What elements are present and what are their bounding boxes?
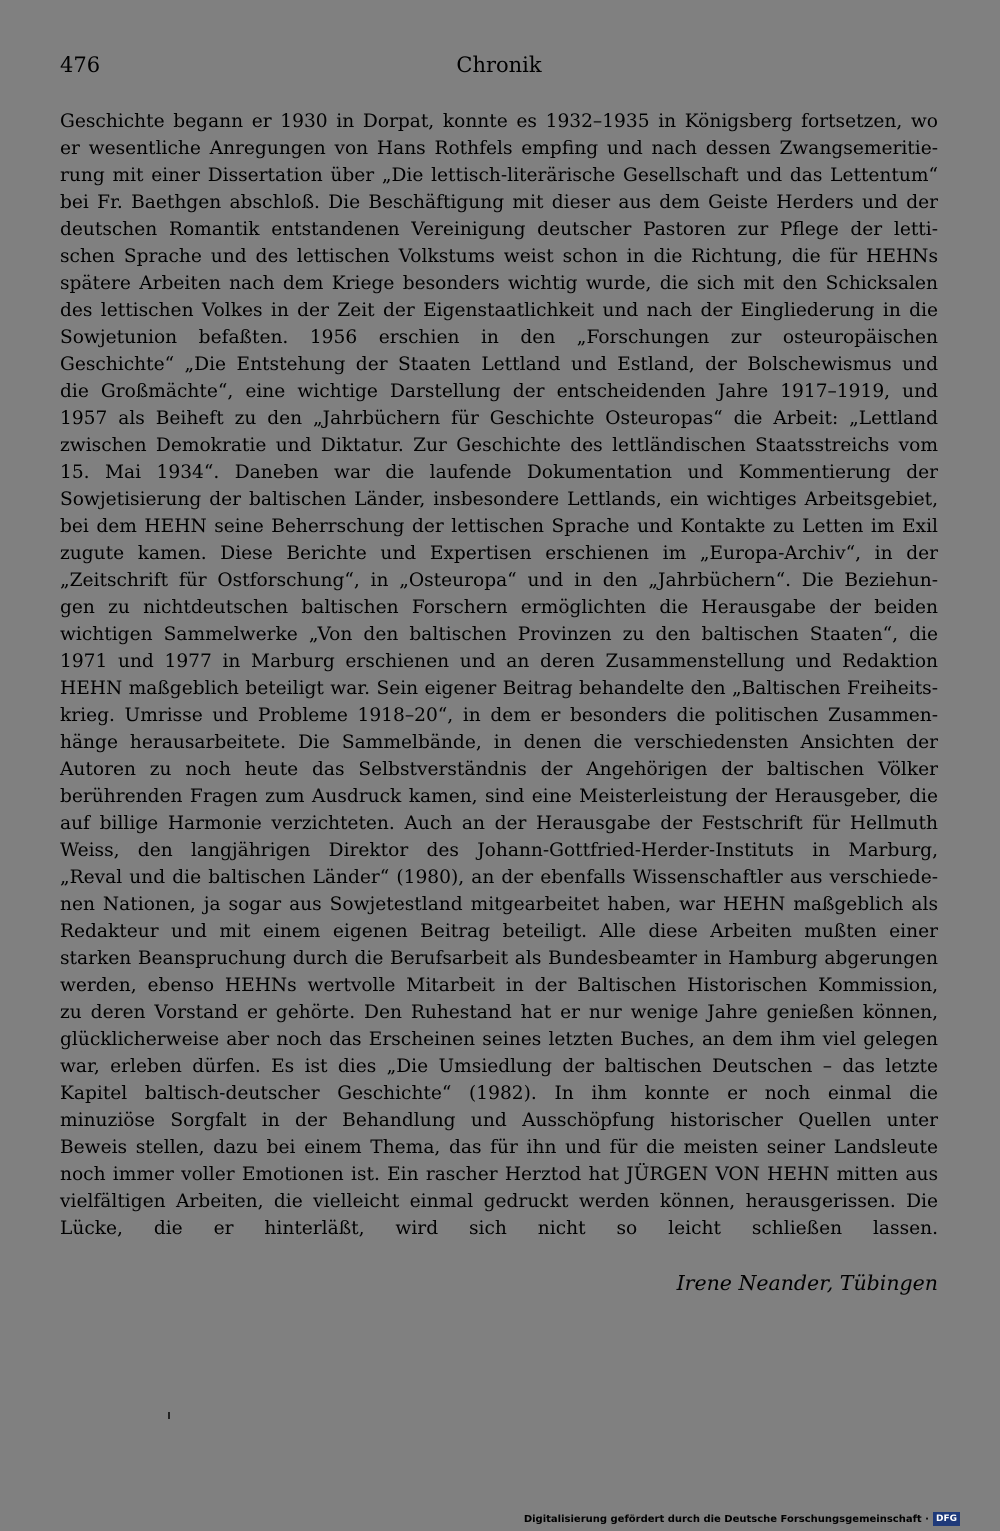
text-line: schen Sprache und des lettischen Volkstums weist schon in die Richtung, die für HEHNs <box>60 246 938 267</box>
text-line: Sowjetunion befaßten. 1956 erschien in den „Forschungen zur osteuropäischen <box>60 327 938 348</box>
text-line: hänge herausarbeitete. Die Sammelbände, in denen die verschiedensten Ansichten der <box>60 732 938 753</box>
running-head: Chronik <box>456 53 542 77</box>
text-line: deutschen Romantik entstandenen Vereinigung deutscher Pastoren zur Pflege der letti- <box>60 219 938 240</box>
text-line: 15. Mai 1934“. Daneben war die laufende Dokumentation und Kommentierung der <box>60 462 938 483</box>
text-line: Redakteur und mit einem eigenen Beitrag beteiligt. Alle diese Arbeiten mußten einer <box>60 921 938 942</box>
text-line: Kapitel baltisch-deutscher Geschichte“ (1982). In ihm konnte er noch einmal die <box>60 1083 938 1104</box>
text-line: glücklicherweise aber noch das Erscheinen seines letzten Buches, an dem ihm viel gelegen <box>60 1029 938 1050</box>
text-line: 1971 und 1977 in Marburg erschienen und an deren Zusammenstellung und Redaktion <box>60 651 938 672</box>
page-number: 476 <box>60 53 101 77</box>
text-line: Weiss, den langjährigen Direktor des Johann-Gottfried-Herder-Instituts in Marburg, <box>60 840 938 861</box>
text-line: zu deren Vorstand er gehörte. Den Ruhestand hat er nur wenige Jahre genießen können, <box>60 1002 938 1023</box>
text-line: rung mit einer Dissertation über „Die lettisch-literärische Gesellschaft und das Lettentum“ <box>60 165 938 186</box>
text-line: werden, ebenso HEHNs wertvolle Mitarbeit in der Baltischen Historischen Kommission, <box>60 975 938 996</box>
text-line: 1957 als Beiheft zu den „Jahrbüchern für Geschichte Osteuropas“ die Arbeit: „Lettland <box>60 408 938 429</box>
digitization-credit <box>524 1511 960 1527</box>
text-line: wichtigen Sammelwerke „Von den baltischen Provinzen zu den baltischen Staaten“, die <box>60 624 938 645</box>
text-line: auf billige Harmonie verzichteten. Auch an der Herausgabe der Festschrift für Hellmuth <box>60 813 938 834</box>
text-line: noch immer voller Emotionen ist. Ein rascher Herztod hat JÜRGEN VON HEHN mitten aus <box>60 1164 938 1185</box>
text-line: starken Beanspruchung durch die Berufsarbeit als Bundesbeamter in Hamburg abgerungen <box>60 948 938 969</box>
text-line: Sowjetisierung der baltischen Länder, insbesondere Lettlands, ein wichtiges Arbeitsgebiet, <box>60 489 938 510</box>
text-line: Geschichte“ „Die Entstehung der Staaten Lettland und Estland, der Bolschewismus und <box>60 354 938 375</box>
text-line: „Zeitschrift für Ostforschung“, in „Osteuropa“ und in den „Jahrbüchern“. Die Beziehun- <box>60 570 938 591</box>
scan-speck <box>168 1412 170 1419</box>
text-line: war, erleben dürfen. Es ist dies „Die Umsiedlung der baltischen Deutschen – das letzte <box>60 1056 938 1077</box>
text-line: nen Nationen, ja sogar aus Sowjetestland mitgearbeitet haben, war HEHN maßgeblich als <box>60 894 938 915</box>
text-line: bei dem HEHN seine Beherrschung der lettischen Sprache und Kontakte zu Letten im Exil <box>60 516 938 537</box>
text-line: spätere Arbeiten nach dem Kriege besonders wichtig wurde, die sich mit den Schicksalen <box>60 273 938 294</box>
credit-text: Digitalisierung gefördert durch die Deutsche Forschungsgemeinschaft · <box>523 1513 929 1525</box>
text-line: krieg. Umrisse und Probleme 1918–20“, in dem er besonders die politischen Zusammen- <box>60 705 938 726</box>
text-line: die Großmächte“, eine wichtige Darstellung der entscheidenden Jahre 1917–1919, und <box>60 381 938 402</box>
text-line: gen zu nichtdeutschen baltischen Forschern ermöglichten die Herausgabe der beiden <box>60 597 938 618</box>
text-line: er wesentliche Anregungen von Hans Rothfels empfing und nach dessen Zwangsemeritie- <box>60 138 938 159</box>
text-line: berührenden Fragen zum Ausdruck kamen, sind eine Meisterleistung der Herausgeber, die <box>60 786 938 807</box>
text-line: vielfältigen Arbeiten, die vielleicht einmal gedruckt werden können, herausgerissen. Die <box>60 1191 938 1212</box>
dfg-logo: DFG <box>933 1512 960 1526</box>
text-line: Autoren zu noch heute das Selbstverständnis der Angehörigen der baltischen Völker <box>60 759 938 780</box>
text-line: „Reval und die baltischen Länder“ (1980), an der ebenfalls Wissenschaftler aus verschiede- <box>60 867 938 888</box>
text-line: bei Fr. Baethgen abschloß. Die Beschäftigung mit dieser aus dem Geiste Herders und der <box>60 192 938 213</box>
author-signature: Irene Neander, Tübingen <box>676 1271 938 1295</box>
text-line: zugute kamen. Diese Berichte und Expertisen erschienen im „Europa-Archiv“, in der <box>60 543 938 564</box>
text-line: Lücke, die er hinterläßt, wird sich nicht so leicht schließen lassen. <box>60 1218 938 1239</box>
text-line <box>60 1243 938 1269</box>
text-line: Geschichte begann er 1930 in Dorpat, konnte es 1932–1935 in Königsberg fortsetzen, wo <box>60 111 938 132</box>
text-line: zwischen Demokratie und Diktatur. Zur Geschichte des lettländischen Staatsstreichs vom <box>60 435 938 456</box>
text-line: Beweis stellen, dazu bei einem Thema, das für ihn und für die meisten seiner Landsleute <box>60 1137 938 1158</box>
text-line: minuziöse Sorgfalt in der Behandlung und Ausschöpfung historischer Quellen unter <box>60 1110 938 1131</box>
page-header <box>60 50 938 80</box>
text-line: des lettischen Volkes in der Zeit der Eigenstaatlichkeit und nach der Eingliederung in die <box>60 300 938 321</box>
text-line: HEHN maßgeblich beteiligt war. Sein eigener Beitrag behandelte den „Baltischen Freiheits- <box>60 678 938 699</box>
